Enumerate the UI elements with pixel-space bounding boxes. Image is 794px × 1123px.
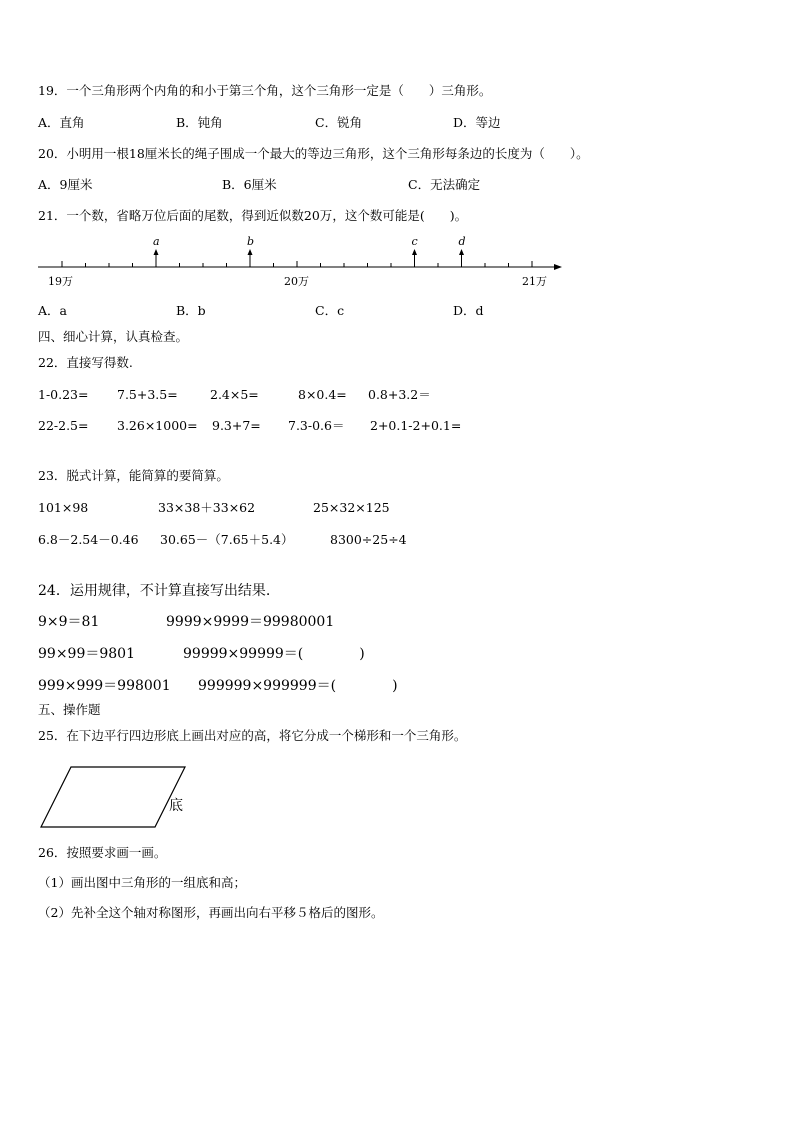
q22-row2-item4: 7.3-0.6＝ xyxy=(288,418,345,433)
question-22: 22．直接写得数. xyxy=(38,355,133,370)
q22-row2-item1: 22-2.5= xyxy=(38,418,89,433)
q19-option-c: C．锐角 xyxy=(315,115,363,130)
q21-option-b: B．b xyxy=(176,303,206,318)
q20-option-a: A．9厘米 xyxy=(38,177,93,192)
base-label: 底 xyxy=(169,798,183,814)
q22-row2-item3: 9.3+7= xyxy=(212,418,261,433)
q22-row1-item4: 8×0.4= xyxy=(298,387,347,402)
q21-option-d: D．d xyxy=(453,303,484,318)
q22-row1-item5: 0.8+3.2＝ xyxy=(368,387,431,402)
number-line-figure xyxy=(30,232,570,294)
point-d-arrowhead xyxy=(459,249,464,255)
q23-row1-item2: 33×38＋33×62 xyxy=(158,500,256,515)
q24-row2-right: 99999×99999＝( ) xyxy=(183,646,365,662)
q24-row1-right: 9999×9999＝99980001 xyxy=(166,614,335,630)
section-4-heading: 四、细心计算，认真检查。 xyxy=(38,329,189,344)
q23-row1-item1: 101×98 xyxy=(38,500,89,515)
question-23: 23．脱式计算，能简算的要简算。 xyxy=(38,468,229,483)
q24-row3-right: 999999×999999＝( ) xyxy=(198,678,398,694)
question-24: 24．运用规律，不计算直接写出结果. xyxy=(38,583,271,599)
q22-row1-item2: 7.5+3.5= xyxy=(117,387,178,402)
q20-option-c: C．无法确定 xyxy=(408,177,481,192)
point-c-arrowhead xyxy=(412,249,417,255)
q26-item-2: （2）先补全这个轴对称图形，再画出向右平移５格后的图形。 xyxy=(38,905,384,920)
point-d-label: d xyxy=(458,235,466,248)
q22-row2-item5: 2+0.1-2+0.1= xyxy=(370,418,462,433)
number-line-points xyxy=(153,235,466,266)
q22-row2-item2: 3.26×1000= xyxy=(117,418,198,433)
point-a-arrowhead xyxy=(154,249,159,255)
point-a-label: a xyxy=(153,235,160,248)
q20-option-b: B．6厘米 xyxy=(222,177,277,192)
q19-option-b: B．钝角 xyxy=(176,115,223,130)
point-c-label: c xyxy=(411,235,418,248)
tick-label-19wan: 19万 xyxy=(48,275,73,288)
q22-row1-item1: 1-0.23= xyxy=(38,387,89,402)
q24-row1-left: 9×9＝81 xyxy=(38,614,100,630)
q21-option-c: C．c xyxy=(315,303,345,318)
question-19: 19．一个三角形两个内角的和小于第三个角，这个三角形一定是（ ）三角形。 xyxy=(38,83,492,98)
point-b-label: b xyxy=(247,235,255,248)
number-line-arrow xyxy=(554,264,562,270)
section-5-heading: 五、操作题 xyxy=(38,702,101,717)
q22-row1-item3: 2.4×5= xyxy=(210,387,259,402)
q21-option-a: A．a xyxy=(38,303,67,318)
question-21: 21．一个数，省略万位后面的尾数，得到近似数20万，这个数可能是( )。 xyxy=(38,208,468,223)
point-b-arrowhead xyxy=(248,249,253,255)
q23-row2-item2: 30.65－（7.65＋5.4） xyxy=(160,532,294,547)
tick-label-21wan: 21万 xyxy=(522,275,547,288)
tick-label-20wan: 20万 xyxy=(284,275,309,288)
q24-row3-left: 999×999＝998001 xyxy=(38,678,171,694)
q23-row1-item3: 25×32×125 xyxy=(313,500,390,515)
q23-row2-item3: 8300÷25÷4 xyxy=(330,532,407,547)
q23-row2-item1: 6.8－2.54－0.46 xyxy=(38,532,139,547)
question-25: 25．在下边平行四边形底上画出对应的高，将它分成一个梯形和一个三角形。 xyxy=(38,728,467,743)
q26-item-1: （1）画出图中三角形的一组底和高； xyxy=(38,875,246,890)
q24-row2-left: 99×99＝9801 xyxy=(38,646,135,662)
q19-option-d: D．等边 xyxy=(453,115,501,130)
question-26: 26．按照要求画一画。 xyxy=(38,845,167,860)
question-20: 20．小明用一根18厘米长的绳子围成一个最大的等边三角形，这个三角形每条边的长度为（ ）。 xyxy=(38,146,589,161)
q19-option-a: A．直角 xyxy=(38,115,85,130)
parallelogram-shape xyxy=(41,767,185,827)
